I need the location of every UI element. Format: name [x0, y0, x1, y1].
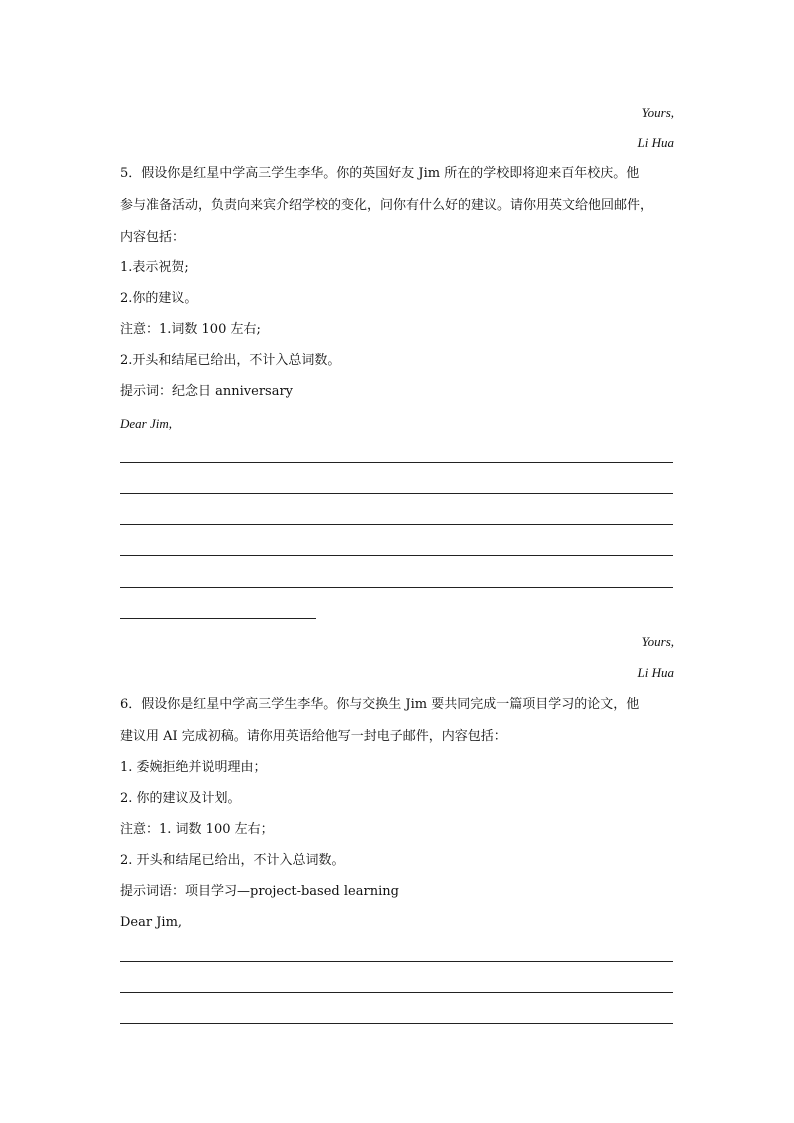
q5-item-2: 2.你的建议。 [120, 291, 198, 306]
q5-writing-line[interactable] [120, 524, 673, 525]
q5-signature: Li Hua [637, 665, 674, 680]
closing-yours: Yours, [641, 105, 674, 120]
signature-li-hua: Li Hua [637, 135, 674, 150]
q6-writing-line[interactable] [120, 1023, 673, 1024]
q6-paragraph-line1: 6．假设你是红星中学高三学生李华。你与交换生 Jim 要共同完成一篇项目学习的论文，他 [120, 697, 640, 712]
q6-note-1: 注意：1. 词数 100 左右； [120, 822, 274, 837]
q6-hint: 提示词语：项目学习—project-based learning [120, 884, 399, 899]
q6-item-1: 1. 委婉拒绝并说明理由； [120, 760, 267, 775]
q5-writing-line[interactable] [120, 493, 673, 494]
q6-item-2: 2. 你的建议及计划。 [120, 791, 241, 806]
q5-writing-line[interactable] [120, 462, 673, 463]
q5-hint: 提示词：纪念日 anniversary [120, 384, 294, 399]
q5-closing: Yours, [641, 634, 674, 649]
q5-paragraph-line3: 内容包括： [120, 230, 186, 245]
q6-salutation: Dear Jim, [120, 915, 183, 930]
q6-writing-line[interactable] [120, 961, 673, 962]
q5-writing-line-short[interactable] [120, 618, 316, 619]
q5-writing-line[interactable] [120, 555, 673, 556]
q5-item-1: 1.表示祝贺; [120, 260, 189, 275]
q5-paragraph-line1: 5．假设你是红星中学高三学生李华。你的英国好友 Jim 所在的学校即将迎来百年校庆。他 [120, 166, 640, 181]
q5-writing-line[interactable] [120, 587, 673, 588]
q6-paragraph-line2: 建议用 AI 完成初稿。请你用英语给他写一封电子邮件，内容包括： [120, 729, 507, 744]
q5-note-1: 注意：1.词数 100 左右; [120, 322, 261, 337]
q5-salutation: Dear Jim, [120, 416, 172, 431]
q6-writing-line[interactable] [120, 992, 673, 993]
q5-paragraph-line2: 参与准备活动，负责向来宾介绍学校的变化，问你有什么好的建议。请你用英文给他回邮件， [120, 198, 654, 213]
q5-note-2: 2.开头和结尾已给出，不计入总词数。 [120, 353, 341, 368]
q6-note-2: 2. 开头和结尾已给出，不计入总词数。 [120, 853, 345, 868]
